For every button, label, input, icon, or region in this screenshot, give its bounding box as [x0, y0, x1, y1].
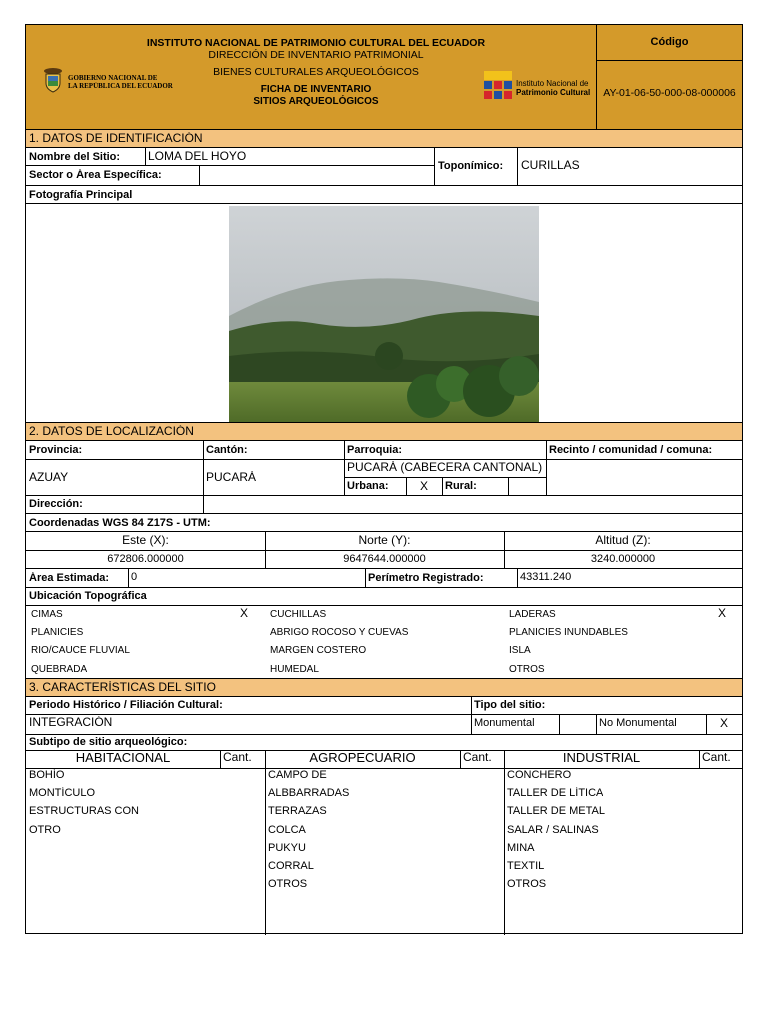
altitud-value: 3240.000000	[590, 553, 656, 565]
industrial-item: TALLER DE METAL	[507, 805, 606, 817]
agropecuario-item: CAMPO DE	[268, 769, 327, 781]
agropecuario-item: OTROS	[268, 878, 308, 890]
area-value: 0	[131, 571, 138, 583]
habitacional-item: BOHÍO	[29, 769, 65, 781]
habitacional-item: OTRO	[29, 824, 61, 836]
industrial-title: INDUSTRIAL	[562, 751, 641, 764]
topo-item: RIO/CAUCE FLUVIAL	[31, 645, 130, 656]
topo-item: HUMEDAL	[270, 664, 319, 675]
perimetro-label: Perímetro Registrado:	[368, 572, 484, 584]
topo-item: PLANICIES INUNDABLES	[509, 627, 628, 638]
topo-item: OTROS	[509, 664, 545, 675]
coat-of-arms-icon	[42, 65, 64, 93]
altitud-label: Altitud (Z):	[595, 534, 651, 547]
header-sitios: SITIOS ARQUEOLÓGICOS	[253, 96, 379, 107]
topo-item: CUCHILLAS	[270, 609, 327, 620]
foto-label: Fotografía Principal	[29, 189, 133, 201]
periodo-label: Periodo Histórico / Filiación Cultural:	[29, 699, 223, 711]
agropecuario-item: CORRAL	[268, 860, 314, 872]
habitacional-item: ESTRUCTURAS CON	[29, 805, 140, 817]
agropecuario-title: AGROPECUARIO	[309, 751, 416, 764]
tipo-label: Tipo del sitio:	[474, 699, 546, 711]
no-monumental-mark: X	[719, 717, 728, 730]
parroquia-label: Parroquia:	[347, 444, 403, 456]
inventory-form	[25, 24, 743, 934]
section1-title: 1. DATOS DE IDENTIFICACIÓN	[29, 132, 203, 145]
topo-item: MARGEN COSTERO	[270, 645, 367, 656]
toponimico-label: Toponímico:	[438, 160, 504, 172]
recinto-label: Recinto / comunidad / comuna:	[549, 444, 713, 456]
monumental-label: Monumental	[474, 717, 535, 729]
coords-label: Coordenadas WGS 84 Z17S - UTM:	[29, 517, 211, 529]
no-monumental-label: No Monumental	[599, 717, 677, 729]
toponimico-value: CURILLAS	[521, 159, 580, 172]
header-bienes: BIENES CULTURALES ARQUEOLÓGICOS	[213, 66, 419, 78]
topo-item: CIMAS	[31, 609, 63, 620]
industrial-item: SALAR / SALINAS	[507, 824, 599, 836]
nombre-value: LOMA DEL HOYO	[148, 150, 247, 163]
industrial-item: MINA	[507, 842, 535, 854]
inpc-logo-text-1: Instituto Nacional de	[516, 79, 589, 88]
inpc-logo-text-2: Patrimonio Cultural	[516, 88, 591, 97]
direccion-label: Dirección:	[29, 498, 83, 510]
industrial-item: CONCHERO	[507, 769, 572, 781]
habitacional-cant: Cant.	[223, 751, 252, 764]
inpc-emblem-icon	[484, 71, 512, 99]
parroquia-value: PUCARÁ (CABECERA CANTONAL)	[347, 461, 543, 474]
agropecuario-cant: Cant.	[463, 751, 492, 764]
agropecuario-item: PUKYU	[268, 842, 306, 854]
nombre-label: Nombre del Sitio:	[29, 151, 121, 163]
topo-item: PLANICIES	[31, 627, 84, 638]
habitacional-title: HABITACIONAL	[75, 751, 171, 764]
topo-mark: X	[718, 607, 727, 620]
periodo-value: INTEGRACIÓN	[29, 716, 113, 729]
subtipo-label: Subtipo de sitio arqueológico:	[29, 736, 188, 748]
perimetro-value: 43311.240	[520, 571, 572, 583]
industrial-item: OTROS	[507, 878, 547, 890]
gov-logo-text-2: LA REPÚBLICA DEL ECUADOR	[68, 82, 173, 90]
urbana-mark: X	[419, 480, 428, 493]
agropecuario-item: COLCA	[268, 824, 306, 836]
canton-label: Cantón:	[206, 444, 248, 456]
topo-item: LADERAS	[509, 609, 556, 620]
section2-title: 2. DATOS DE LOCALIZACIÓN	[29, 425, 194, 438]
topo-mark: X	[240, 607, 249, 620]
este-label: Este (X):	[122, 534, 169, 547]
area-label: Área Estimada:	[29, 572, 110, 584]
topo-item: QUEBRADA	[31, 664, 88, 675]
section3-title: 3. CARACTERÍSTICAS DEL SITIO	[29, 681, 216, 694]
norte-label: Norte (Y):	[358, 534, 411, 547]
canton-value: PUCARÁ	[206, 471, 257, 484]
industrial-item: TEXTIL	[507, 860, 545, 872]
main-photo	[229, 206, 539, 422]
header-institute: INSTITUTO NACIONAL DE PATRIMONIO CULTURAL DEL ECUADOR	[146, 37, 486, 49]
header-direccion: DIRECCIÓN DE INVENTARIO PATRIMONIAL	[208, 49, 424, 61]
urbana-label: Urbana:	[347, 480, 389, 492]
provincia-label: Provincia:	[29, 444, 83, 456]
codigo-value: AY-01-06-50-000-08-000006	[603, 87, 736, 99]
codigo-label: Código	[650, 36, 689, 48]
header-ficha: FICHA DE INVENTARIO	[260, 84, 372, 95]
inpc-logo	[484, 71, 594, 101]
topo-item: ISLA	[509, 645, 531, 656]
provincia-value: AZUAY	[29, 471, 69, 484]
gov-logo-text-1: GOBIERNO NACIONAL DE	[68, 74, 158, 82]
este-value: 672806.000000	[107, 553, 184, 565]
industrial-cant: Cant.	[702, 751, 731, 764]
topo-label: Ubicación Topográfica	[29, 590, 147, 602]
sector-label: Sector o Área Específica:	[29, 169, 162, 181]
topo-item: ABRIGO ROCOSO Y CUEVAS	[270, 627, 409, 638]
agropecuario-item: ALBBARRADAS	[268, 787, 350, 799]
norte-value: 9647644.000000	[343, 553, 426, 565]
industrial-item: TALLER DE LÍTICA	[507, 787, 604, 799]
habitacional-item: MONTÍCULO	[29, 787, 95, 799]
rural-label: Rural:	[445, 480, 477, 492]
agropecuario-item: TERRAZAS	[268, 805, 327, 817]
